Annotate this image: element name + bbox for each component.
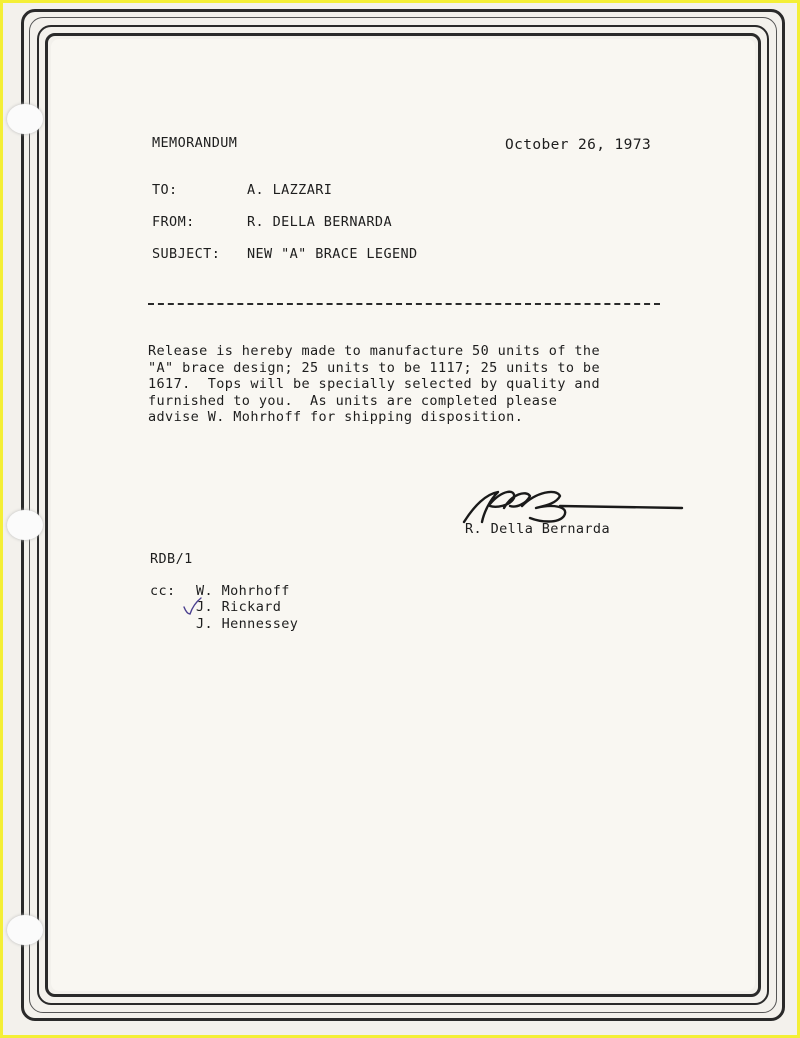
cc-recipient: W. Mohrhoff [196, 583, 290, 599]
from-value: R. DELLA BERNARDA [247, 214, 392, 230]
subject-label: SUBJECT: [152, 246, 221, 262]
memo-date: October 26, 1973 [505, 137, 652, 153]
to-label: TO: [152, 182, 178, 198]
binder-hole-top [7, 104, 43, 134]
checkmark-icon [182, 596, 202, 616]
memo-body [148, 343, 668, 426]
body-line: "A" brace design; 25 units to be 1117; 25 units to be [148, 359, 600, 376]
memo-heading: MEMORANDUM [152, 135, 238, 151]
signature-name: R. Della Bernarda [465, 521, 610, 537]
body-line: Release is hereby made to manufacture 50 units of the [148, 343, 600, 359]
cc-label: cc: [150, 583, 176, 599]
dashed-divider [148, 303, 660, 305]
from-label: FROM: [152, 214, 195, 230]
cc-recipient: J. Rickard [196, 599, 282, 615]
body-line: 1617. Tops will be specially selected by quality and [148, 376, 600, 392]
to-value: A. LAZZARI [247, 182, 333, 198]
reference-initials: RDB/1 [150, 551, 193, 567]
binder-hole-middle [7, 510, 43, 540]
subject-value: NEW "A" BRACE LEGEND [247, 246, 418, 262]
body-line: furnished to you. As units are completed please [148, 392, 558, 409]
cc-recipient: J. Hennessey [196, 616, 299, 632]
body-line: advise W. Mohrhoff for shipping disposition. [148, 409, 524, 425]
binder-hole-bottom [7, 915, 43, 945]
